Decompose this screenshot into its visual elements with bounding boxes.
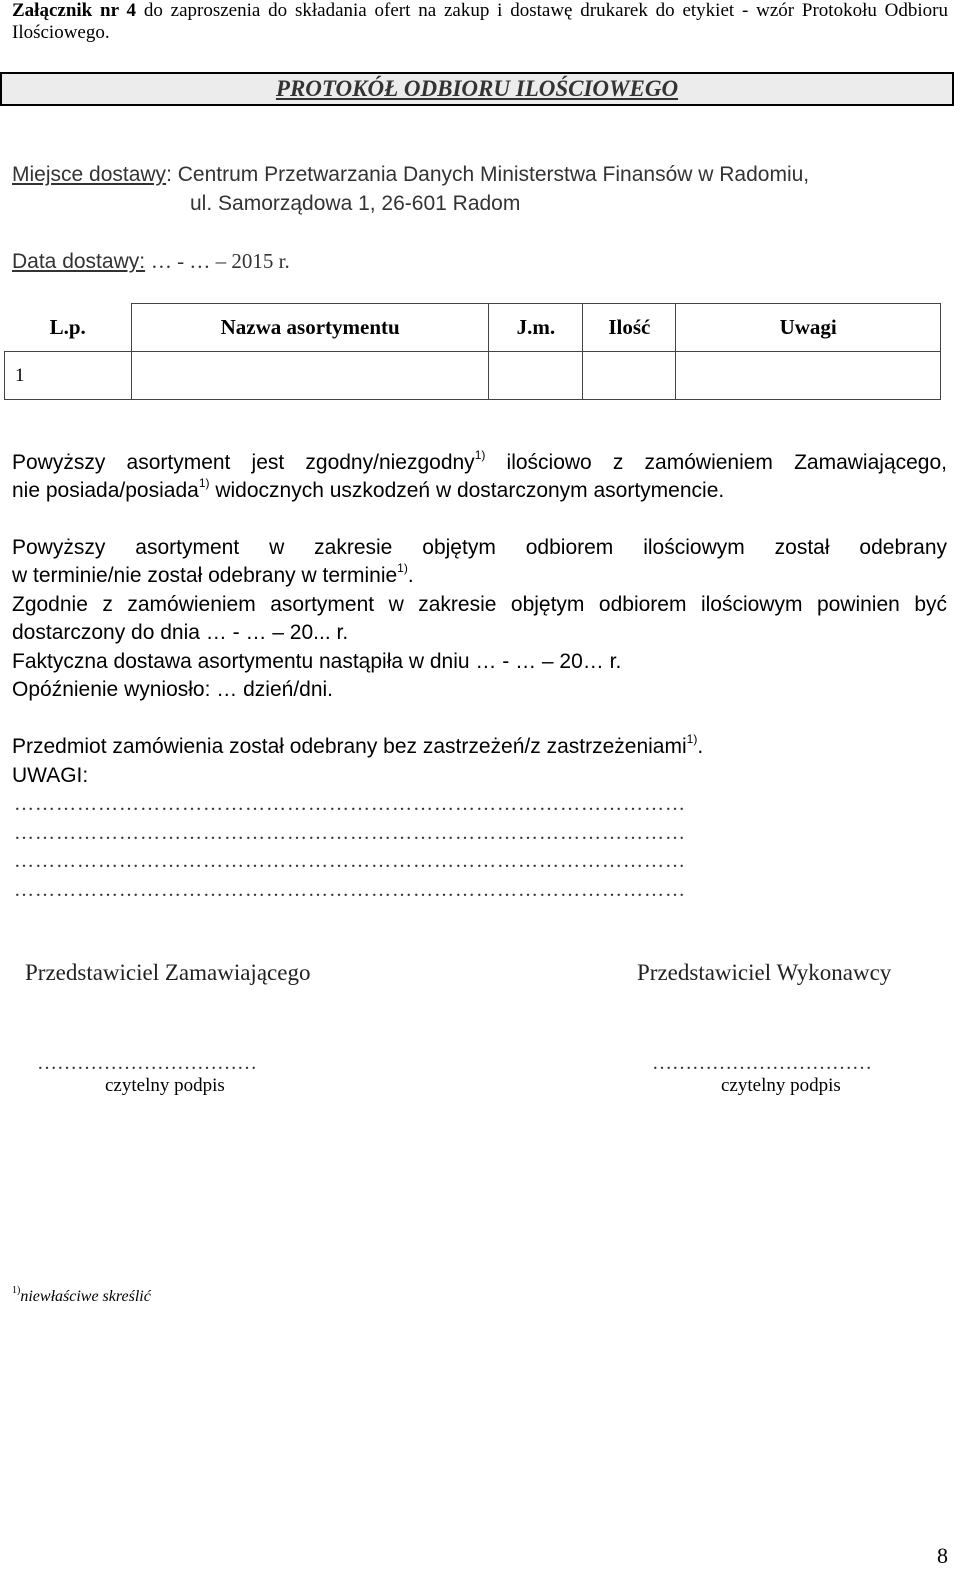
column-header-name: Nazwa asortymentu — [131, 304, 489, 352]
contractor-signature-line[interactable]: …………………………… — [652, 1052, 872, 1074]
delivery-place-colon: : — [166, 163, 172, 186]
remarks-label: UWAGI: — [12, 764, 89, 787]
column-header-quantity: Ilość — [583, 304, 676, 352]
ordering-party-signature-line[interactable]: …………………………… — [37, 1052, 257, 1074]
footnote-ref: 1) — [397, 561, 408, 575]
delivery-date-line — [12, 247, 290, 276]
column-header-remarks: Uwagi — [676, 304, 941, 352]
due-line1: Zgodnie z zamówieniem asortyment w zakresie objętym odbiorem ilościowym powinien być — [12, 593, 947, 616]
footnote-text: niewłaściwe skreślić — [20, 1288, 151, 1305]
document-title: PROTOKÓŁ ODBIORU ILOŚCIOWEGO — [275, 76, 679, 101]
attachment-label: Załącznik nr 4 — [12, 0, 137, 21]
remarks-line-3[interactable]: …………………………………………………………………………………… — [14, 850, 686, 872]
page-number: 8 — [937, 1543, 948, 1568]
due-date-statement — [12, 591, 947, 647]
conformity-text-d: widocznych uszkodzeń w dostarczonym asortymencie. — [209, 479, 725, 502]
delivery-place-label: Miejsce dostawy — [12, 163, 167, 186]
cell-name[interactable] — [131, 352, 489, 400]
conformity-statement — [12, 449, 947, 505]
remarks-line-2[interactable]: …………………………………………………………………………………… — [14, 822, 686, 844]
term-line1: Powyższy asortyment w zakresie objętym odbiorem ilościowym został odebrany — [12, 536, 947, 559]
document-title-box — [0, 72, 954, 106]
cell-unit[interactable] — [489, 352, 583, 400]
delivery-address: ul. Samorządowa 1, 26-601 Radom — [190, 192, 521, 215]
footnote-marker: 1) — [12, 1284, 21, 1296]
conformity-line1 — [12, 449, 947, 477]
column-header-lp: L.p. — [5, 304, 132, 352]
conformity-text-c: nie posiada/posiada — [12, 479, 199, 502]
cell-remarks[interactable] — [676, 352, 941, 400]
document-header — [12, 0, 948, 44]
delivery-place-value: Centrum Przetwarzania Danych Ministerstwa Finansów w Radomiu, — [177, 163, 810, 186]
conformity-text-a: Powyższy asortyment jest zgodny/niezgodny — [12, 451, 475, 474]
attachment-description: do zaproszenia do składania ofert na zakup i dostawę drukarek do etykiet - wzór Protokołu Odbioru Ilościowego. — [12, 0, 949, 43]
cell-quantity[interactable] — [583, 352, 676, 400]
remarks-line-1[interactable]: …………………………………………………………………………………… — [14, 793, 686, 815]
due-line2: dostarczony do dnia … - … – 20... r. — [12, 621, 349, 644]
delivery-date-label: Data dostawy: — [12, 250, 146, 273]
acceptance-statement — [12, 733, 947, 761]
contractor-signature-caption: czytelny podpis — [721, 1075, 841, 1096]
term-statement — [12, 534, 947, 590]
conformity-text-b: ilościowo z zamówieniem Zamawiającego, — [485, 451, 947, 474]
ordering-party-signature-caption: czytelny podpis — [105, 1075, 225, 1096]
cell-lp: 1 — [5, 352, 132, 400]
remarks-line-4[interactable]: …………………………………………………………………………………… — [14, 879, 686, 901]
table-header-row — [5, 304, 941, 352]
ordering-party-representative-title: Przedstawiciel Zamawiającego — [25, 960, 311, 985]
contractor-representative-title: Przedstawiciel Wykonawcy — [637, 960, 892, 985]
table-row — [5, 352, 941, 400]
column-header-unit: J.m. — [489, 304, 583, 352]
term-line2 — [12, 562, 947, 590]
acceptance-end: . — [697, 735, 704, 758]
delivery-place-line1 — [12, 161, 809, 189]
footnote-ref: 1) — [686, 732, 698, 746]
items-table — [4, 303, 941, 400]
delay-statement: Opóźnienie wyniosło: … dzień/dni. — [12, 678, 334, 701]
footnote — [12, 1284, 151, 1306]
footnote-ref: 1) — [198, 476, 210, 490]
acceptance-text: Przedmiot zamówienia został odebrany bez zastrzeżeń/z zastrzeżeniami — [12, 735, 687, 758]
conformity-line2 — [12, 477, 947, 505]
term-text: w terminie/nie został odebrany w terminie — [12, 564, 398, 587]
footnote-ref: 1) — [474, 448, 486, 462]
term-end: . — [407, 564, 414, 587]
delivery-date-value: … - … – 2015 r. — [150, 249, 290, 273]
actual-delivery-statement: Faktyczna dostawa asortymentu nastąpiła w dniu … - … – 20… r. — [12, 650, 622, 673]
